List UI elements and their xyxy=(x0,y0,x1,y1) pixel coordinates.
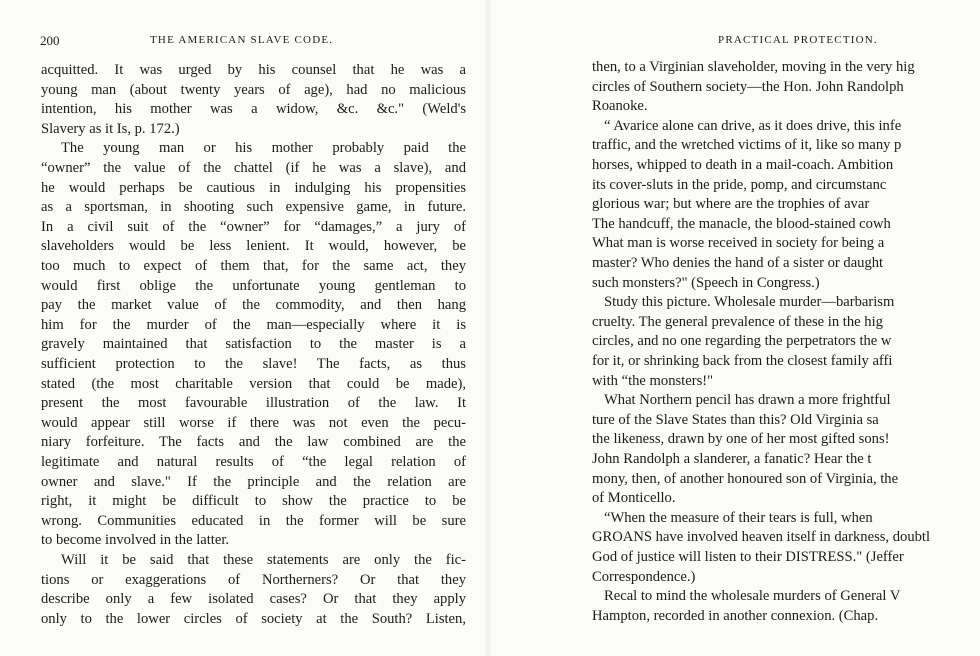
text-line: sufficient protection to the slave! The facts, as thus xyxy=(41,356,466,372)
text-line: describe only a few isolated cases? Or that they apply xyxy=(41,591,466,608)
text-line: circles of Southern society—the Hon. John Randolph xyxy=(592,78,904,95)
text-line: circles, and no one regarding the perpetrators the w xyxy=(592,333,892,350)
text-line: master? Who denies the hand of a sister or daught xyxy=(592,255,884,271)
text-line: traffic, and the wretched victims of it, like so many p xyxy=(592,137,902,154)
right-page xyxy=(488,0,980,656)
text-line: acquitted. It was urged by his counsel that he was a xyxy=(41,62,466,78)
text-line: The young man or his mother probably paid the xyxy=(61,140,466,157)
left-page xyxy=(0,0,488,656)
text-line: Recal to mind the wholesale murders of General V xyxy=(604,588,901,605)
text-line: for it, or shrinking back from the closest family affi xyxy=(592,353,893,369)
text-line: “ Avarice alone can drive, as it does drive, this infe xyxy=(604,117,902,134)
text-line: What Northern pencil has drawn a more frightful xyxy=(604,392,891,409)
text-line: cruelty. The general prevalence of these in the hig xyxy=(592,313,883,330)
text-line: God of justice will listen to their DISTRESS." (Jeffer xyxy=(592,549,904,565)
text-line: he would perhaps be cautious in indulging his propensities xyxy=(41,179,466,196)
text-line: Slavery as it Is, p. 172.) xyxy=(41,120,180,137)
text-line: mony, then, of another honoured son of Virginia, the xyxy=(592,470,899,487)
text-line: slaveholders would be less lenient. It would, however, be xyxy=(41,238,466,255)
text-line: Roanoke. xyxy=(592,98,648,115)
text-line: stated (the most charitable version that could be made), xyxy=(41,375,466,392)
text-line: as a sportsman, in shooting such expensive game, in future. xyxy=(41,199,466,216)
text-line: legitimate and natural results of “the legal relation of xyxy=(41,454,466,470)
text-line: present the most favourable illustration of the law. It xyxy=(41,395,466,412)
text-line: with “the monsters!" xyxy=(592,372,714,389)
running-head-right: PRACTICAL PROTECTION. xyxy=(718,34,878,46)
text-line: ture of the Slave States than this? Old Virginia sa xyxy=(592,411,879,428)
page-number: 200 xyxy=(40,33,60,48)
text-line: would appear still worse if there was not even the pecu- xyxy=(41,414,466,431)
text-line: its cover-sluts in the pride, pomp, and circumstanc xyxy=(592,176,887,193)
text-line: intention, his mother was a widow, &c. &c." (Weld's xyxy=(41,101,466,118)
running-head-left: THE AMERICAN SLAVE CODE. xyxy=(150,34,334,46)
text-line: Correspondence.) xyxy=(592,568,696,585)
text-line: too much to expect of them that, for the same act, they xyxy=(41,258,466,274)
text-line: pay the market value of the commodity, and then hang xyxy=(41,297,466,314)
text-line: would first oblige the unfortunate young gentleman to xyxy=(41,277,466,294)
text-line: young man (about twenty years of age), had no malicious xyxy=(41,81,466,98)
text-line: “When the measure of their tears is full, when xyxy=(604,509,873,526)
text-line: What man is worse received in society for being a xyxy=(592,235,885,252)
text-line: glorious war; but where are the trophies of avar xyxy=(592,196,870,213)
text-line: tions or exaggerations of Northerners? Or that they xyxy=(41,571,466,588)
text-line: “owner” the value of the chattel (if he was a slave), and xyxy=(41,160,466,176)
text-line: In a civil suit of the “owner” for “damages,” a jury of xyxy=(41,218,466,235)
text-line: Study this picture. Wholesale murder—barbarism xyxy=(604,294,895,311)
text-line: such monsters?" (Speech in Congress.) xyxy=(592,274,820,291)
text-line: him for the murder of the man—especially where it is xyxy=(41,316,466,333)
text-line: Hampton, recorded in another connexion. (Chap. xyxy=(592,607,879,624)
text-line: John Randolph a slanderer, a fanatic? Hear the t xyxy=(592,451,872,467)
text-line: niary forfeiture. The facts and the law combined are the xyxy=(41,434,466,451)
text-line: The handcuff, the manacle, the blood-stained cowh xyxy=(592,215,891,232)
text-line: GROANS have involved heaven itself in darkness, doubtl xyxy=(592,529,931,546)
text-line: wrong. Communities educated in the former will be sure xyxy=(41,512,466,529)
text-line: horses, whipped to death in a mail-coach. Ambition xyxy=(592,157,894,173)
text-line: owner and slave." If the principle and the relation are xyxy=(41,473,466,490)
text-line: to become involved in the latter. xyxy=(41,532,230,549)
text-line: of Monticello. xyxy=(592,490,676,507)
text-line: only to the lower circles of society at the South? Listen, xyxy=(41,610,466,627)
text-line: Will it be said that these statements are only the fic- xyxy=(61,552,466,568)
text-line: then, to a Virginian slaveholder, moving in the very hig xyxy=(592,59,915,75)
text-line: right, it might be difficult to show the practice to be xyxy=(41,493,466,510)
text-line: gravely maintained that satisfaction to the master is a xyxy=(41,336,466,353)
text-line: the likeness, drawn by one of her most gifted sons! xyxy=(592,431,890,448)
